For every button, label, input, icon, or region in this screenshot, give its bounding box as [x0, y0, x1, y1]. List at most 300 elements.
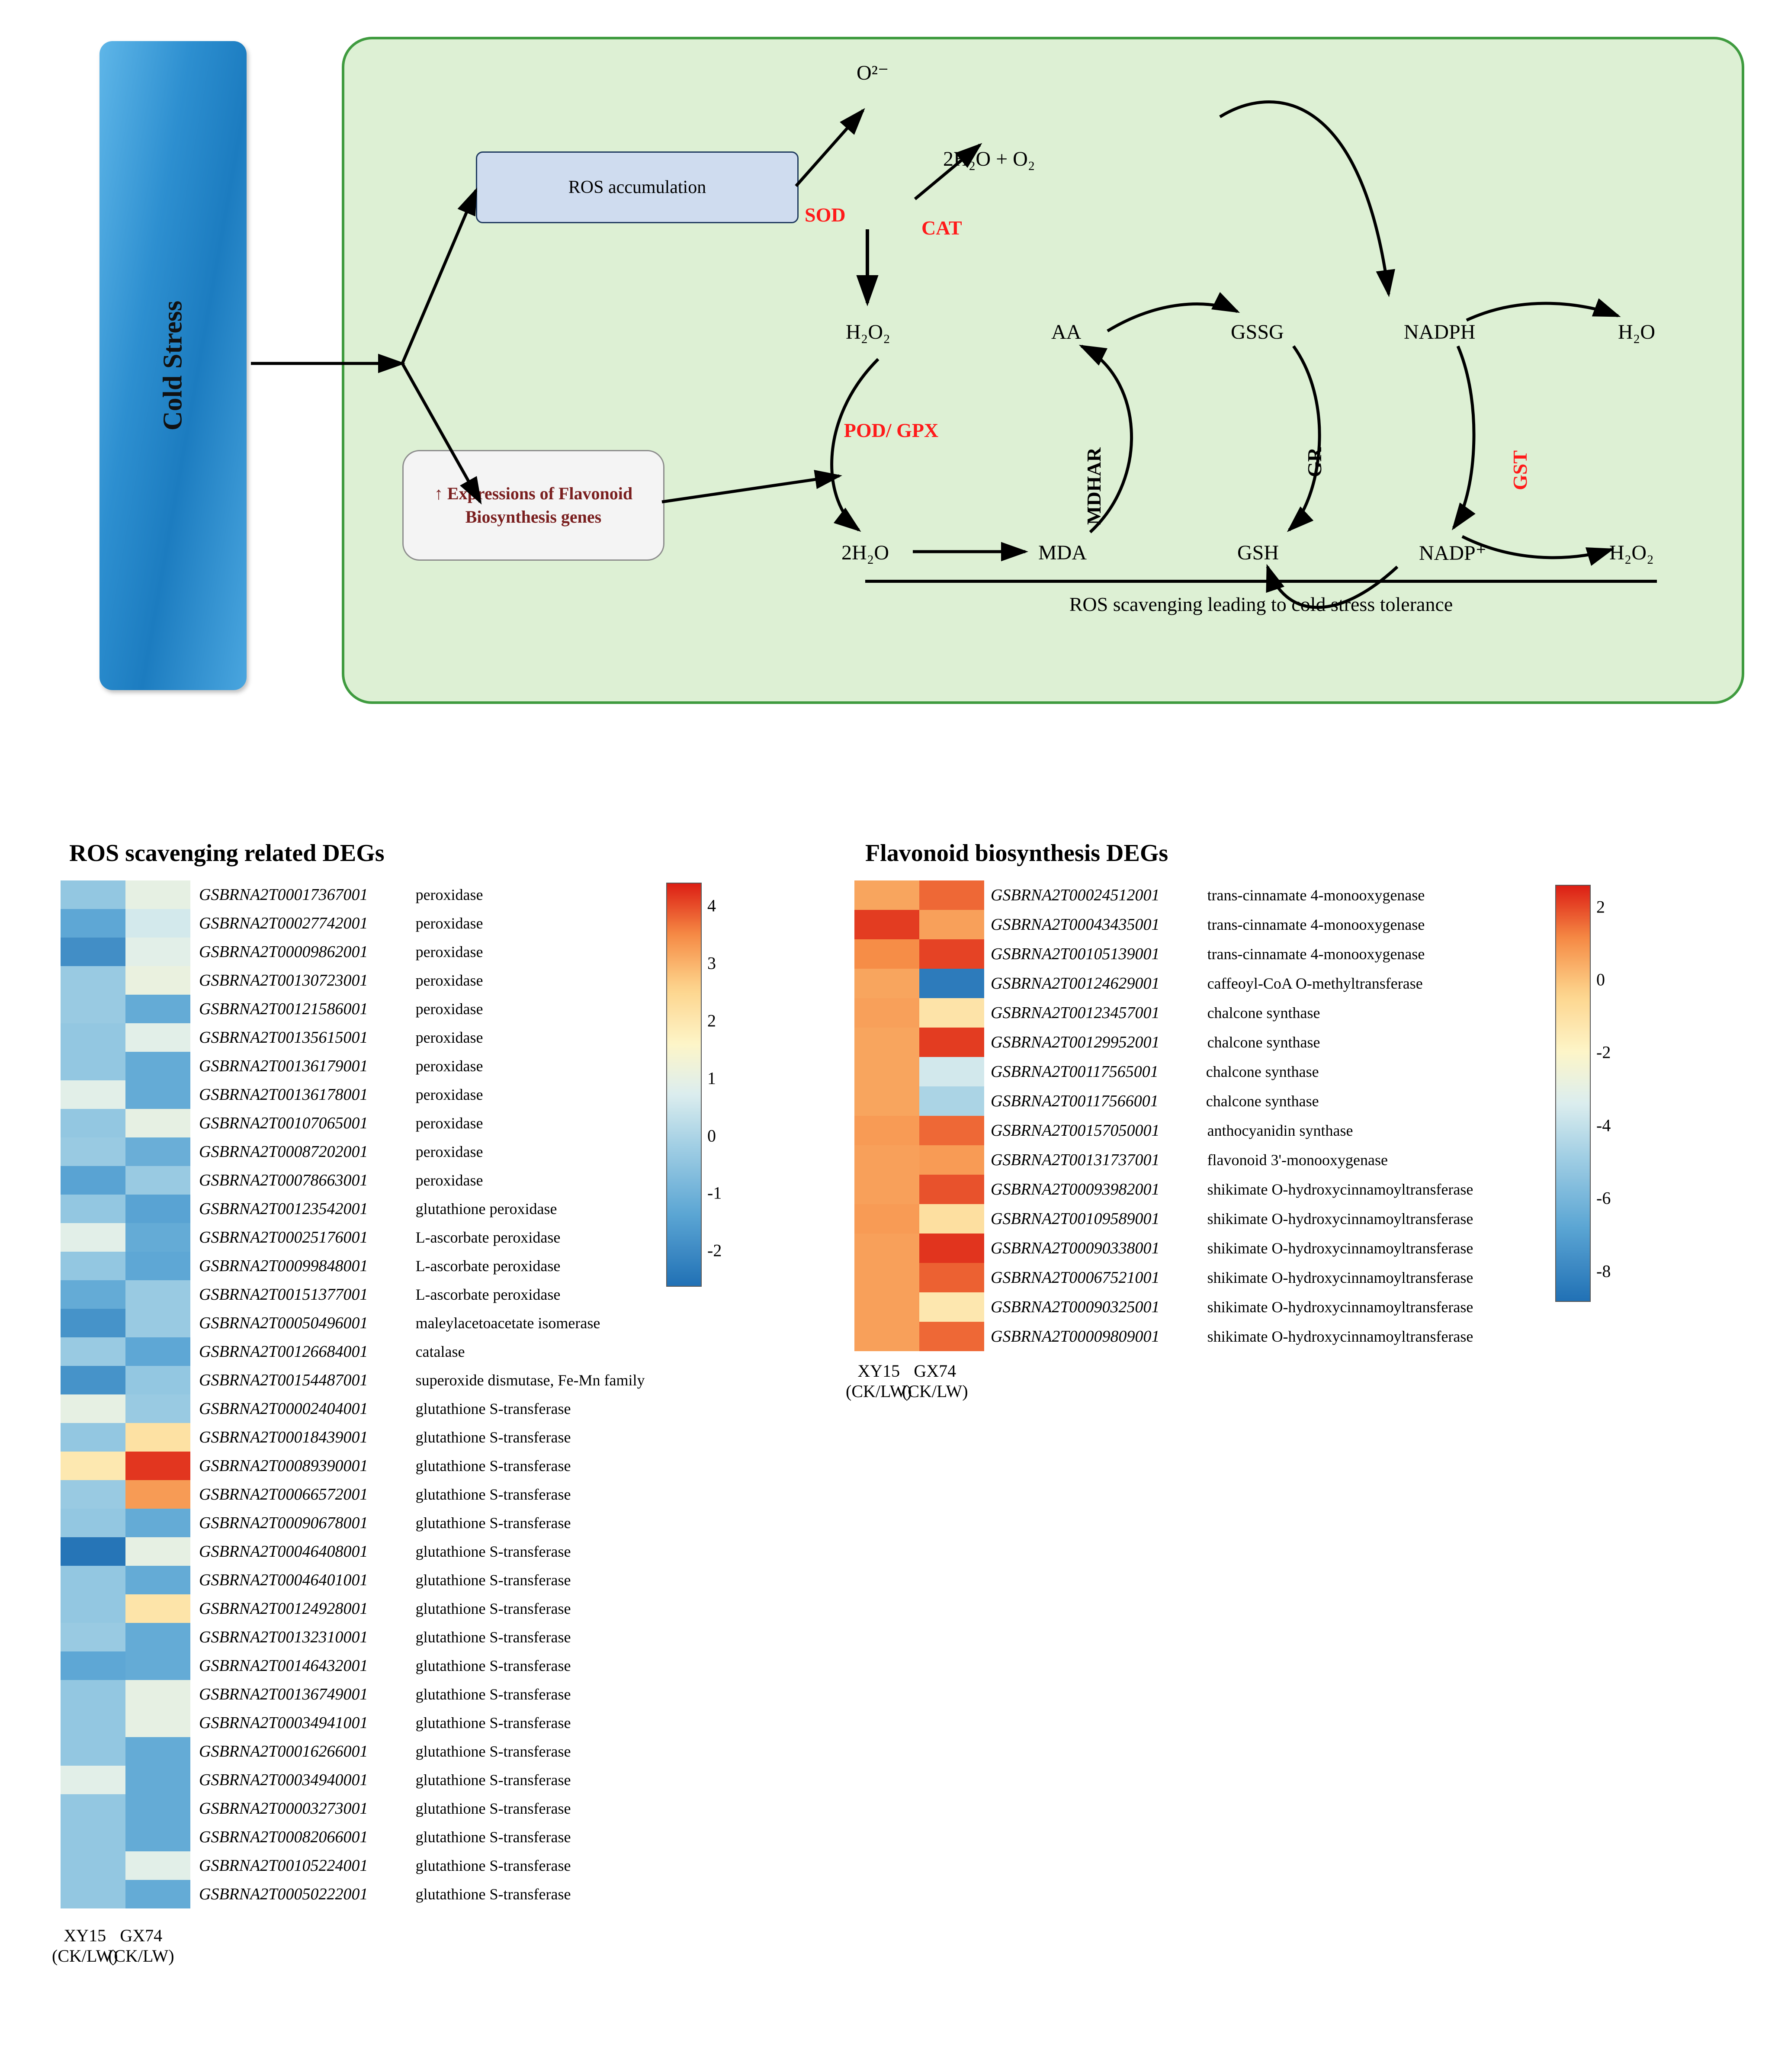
heatmap-row-label	[199, 909, 645, 938]
gene-annotation: glutathione S-transferase	[415, 1429, 571, 1446]
heatmap-cell	[919, 969, 984, 998]
ros-accumulation-box	[476, 151, 799, 223]
heatmap-cell	[919, 1322, 984, 1351]
heatmap-row	[61, 1594, 190, 1623]
right-colorbar	[1555, 885, 1591, 1302]
heatmap-cell	[854, 1292, 919, 1322]
heatmap-cell	[61, 966, 125, 995]
gene-id: GSBRNA2T00002404001	[199, 1400, 368, 1418]
heatmap-row-label	[199, 1137, 645, 1166]
species-mda: MDA	[1038, 541, 1087, 564]
gene-annotation: shikimate O-hydroxycinnamoyltransferase	[1207, 1328, 1473, 1345]
gene-id: GSBRNA2T00121586001	[199, 1000, 368, 1018]
heatmap-cell	[919, 1175, 984, 1204]
heatmap-cell	[61, 1280, 125, 1309]
heatmap-cell	[125, 1280, 190, 1309]
gene-id: GSBRNA2T00130723001	[199, 971, 368, 989]
heatmap-row	[61, 1252, 190, 1280]
cold-stress-bar	[100, 41, 247, 690]
gene-id: GSBRNA2T00050496001	[199, 1314, 368, 1332]
heatmap-cell	[919, 939, 984, 969]
heatmap-row	[61, 1280, 190, 1309]
heatmap-cell	[61, 909, 125, 938]
heatmap-row	[61, 995, 190, 1023]
pathway-diagram	[43, 17, 1752, 701]
gene-annotation: shikimate O-hydroxycinnamoyltransferase	[1207, 1181, 1473, 1198]
heatmap-cell	[61, 1737, 125, 1766]
right-col-xy15-name: XY15	[857, 1361, 900, 1381]
heatmap-cell	[125, 1452, 190, 1480]
heatmap-row-label	[991, 1145, 1473, 1175]
right-heatmap-title: Flavonoid biosynthesis DEGs	[865, 840, 1168, 867]
heatmap-row	[61, 1509, 190, 1537]
gene-annotation: trans-cinnamate 4-monooxygenase	[1207, 945, 1425, 963]
flavonoid-genes-box	[402, 450, 664, 561]
heatmap-row	[61, 1109, 190, 1137]
flavonoid-line1: ↑ Expressions of Flavonoid	[434, 484, 633, 503]
heatmap-row-label	[199, 1594, 645, 1623]
heatmap-cell	[919, 880, 984, 910]
left-col-gx74-sub: (CK/LW)	[108, 1946, 174, 1966]
heatmap-row-label	[991, 1234, 1473, 1263]
heatmap-row	[61, 1023, 190, 1052]
heatmap-cell	[125, 1166, 190, 1195]
enzyme-gr: GR	[1303, 447, 1326, 477]
heatmap-row-label	[199, 1252, 645, 1280]
gene-id: GSBRNA2T00105224001	[199, 1857, 368, 1875]
heatmap-cell	[125, 1309, 190, 1337]
species-aa: AA	[1051, 321, 1082, 344]
heatmap-row-label	[199, 1623, 645, 1651]
species-h2o2-right: H₂O₂	[1609, 541, 1654, 564]
heatmap-row-label	[991, 1322, 1473, 1351]
gene-annotation: glutathione S-transferase	[415, 1600, 571, 1617]
heatmap-cell	[125, 1080, 190, 1109]
gene-annotation: peroxidase	[415, 1000, 483, 1018]
gene-annotation: peroxidase	[415, 1029, 483, 1046]
heatmap-row	[854, 1145, 984, 1175]
heatmap-cell	[125, 1851, 190, 1880]
gene-annotation: peroxidase	[415, 1115, 483, 1132]
colorbar-tick: -2	[707, 1240, 722, 1260]
gene-id: GSBRNA2T00129952001	[991, 1033, 1160, 1051]
heatmap-cell	[125, 1109, 190, 1137]
heatmap-cell	[61, 1394, 125, 1423]
heatmap-row	[61, 1052, 190, 1080]
gene-annotation: peroxidase	[415, 972, 483, 989]
heatmap-cell	[854, 998, 919, 1028]
gene-id: GSBRNA2T00151377001	[199, 1285, 368, 1304]
heatmap-row	[61, 909, 190, 938]
left-heatmap-row-labels	[199, 880, 645, 1908]
gene-annotation: chalcone synthase	[1207, 1004, 1320, 1022]
ros-accumulation-label: ROS accumulation	[568, 177, 706, 197]
heatmap-row	[61, 1566, 190, 1594]
gene-id: GSBRNA2T00132310001	[199, 1628, 368, 1646]
heatmap-cell	[61, 1509, 125, 1537]
heatmap-row-label	[199, 995, 645, 1023]
gene-annotation: glutathione S-transferase	[415, 1657, 571, 1674]
heatmap-row-label	[991, 1292, 1473, 1322]
heatmap-row	[61, 1537, 190, 1566]
heatmap-row-label	[199, 1766, 645, 1794]
right-col-gx74-sub: (CK/LW)	[902, 1381, 968, 1401]
heatmap-row	[61, 1794, 190, 1823]
colorbar-tick: -4	[1596, 1115, 1611, 1135]
heatmap-cell	[125, 1394, 190, 1423]
scavenging-divider	[865, 580, 1657, 583]
heatmap-row	[61, 1680, 190, 1709]
enzyme-gst: GST	[1509, 450, 1531, 490]
heatmap-row	[61, 1337, 190, 1366]
gene-annotation: peroxidase	[415, 1143, 483, 1160]
heatmap-cell	[61, 880, 125, 909]
heatmap-row-label	[199, 1480, 645, 1509]
gene-id: GSBRNA2T00025176001	[199, 1228, 368, 1246]
gene-id: GSBRNA2T00131737001	[991, 1151, 1160, 1169]
heatmap-cell	[854, 1028, 919, 1057]
colorbar-tick: -1	[707, 1183, 722, 1203]
gene-annotation: shikimate O-hydroxycinnamoyltransferase	[1207, 1210, 1473, 1227]
gene-annotation: glutathione S-transferase	[415, 1400, 571, 1417]
heatmap-cell	[919, 1116, 984, 1145]
heatmap-cell	[125, 909, 190, 938]
heatmap-cell	[125, 1794, 190, 1823]
heatmap-cell	[61, 1766, 125, 1794]
heatmap-cell	[61, 1195, 125, 1223]
heatmap-row-label	[199, 1737, 645, 1766]
heatmap-cell	[854, 939, 919, 969]
species-2h2o: 2H₂O	[841, 541, 889, 564]
heatmap-cell	[125, 1709, 190, 1737]
gene-id: GSBRNA2T00154487001	[199, 1371, 368, 1389]
right-heatmap-grid	[854, 880, 984, 1351]
species-h2o2: H₂O₂	[846, 321, 890, 344]
gene-annotation: glutathione S-transferase	[415, 1486, 571, 1503]
gene-id: GSBRNA2T00046408001	[199, 1542, 368, 1561]
heatmap-row	[61, 1309, 190, 1337]
heatmap-cell	[919, 1145, 984, 1175]
heatmap-cell	[61, 1794, 125, 1823]
heatmap-row-label	[199, 1537, 645, 1566]
enzyme-pod-gpx: POD/ GPX	[844, 419, 939, 441]
heatmap-row	[61, 1623, 190, 1651]
right-colorbar-ticks	[1596, 885, 1666, 1300]
heatmap-row-label	[991, 1116, 1473, 1145]
heatmap-row-label	[199, 1023, 645, 1052]
gene-annotation: chalcone synthase	[1206, 1063, 1319, 1080]
gene-id: GSBRNA2T00107065001	[199, 1114, 368, 1132]
heatmap-cell	[125, 1623, 190, 1651]
gene-annotation: glutathione S-transferase	[415, 1857, 571, 1874]
heatmap-cell	[61, 1623, 125, 1651]
gene-annotation: chalcone synthase	[1206, 1092, 1319, 1110]
heatmap-row-label	[199, 1566, 645, 1594]
gene-id: GSBRNA2T00136749001	[199, 1685, 368, 1703]
flavonoid-line2: Biosynthesis genes	[465, 507, 602, 527]
heatmap-row-label	[991, 910, 1473, 939]
heatmap-cell	[125, 1023, 190, 1052]
heatmap-row-label	[199, 1166, 645, 1195]
heatmap-cell	[125, 966, 190, 995]
enzyme-mdhar: MDHAR	[1083, 447, 1105, 525]
gene-annotation: L-ascorbate peroxidase	[415, 1229, 561, 1246]
heatmap-row	[61, 1366, 190, 1394]
colorbar-tick: 0	[1596, 970, 1605, 989]
heatmap-row-label	[199, 1109, 645, 1137]
heatmap-row-label	[199, 1651, 645, 1680]
gene-annotation: trans-cinnamate 4-monooxygenase	[1207, 887, 1425, 904]
heatmap-row	[61, 1452, 190, 1480]
heatmap-row	[61, 1080, 190, 1109]
heatmap-cell	[61, 1880, 125, 1908]
gene-annotation: caffeoyl-CoA O-methyltransferase	[1207, 975, 1423, 992]
heatmap-row	[854, 969, 984, 998]
gene-annotation: L-ascorbate peroxidase	[415, 1257, 561, 1275]
colorbar-tick: 2	[1596, 897, 1605, 917]
heatmap-row	[854, 1322, 984, 1351]
heatmap-row	[854, 1057, 984, 1086]
right-col-gx74-name: GX74	[914, 1361, 956, 1381]
heatmap-row-label	[199, 1309, 645, 1337]
heatmap-cell	[61, 1166, 125, 1195]
species-nadph: NADPH	[1404, 321, 1476, 344]
gene-id: GSBRNA2T00089390001	[199, 1457, 368, 1475]
gene-id: GSBRNA2T00043435001	[991, 916, 1160, 934]
gene-id: GSBRNA2T00027742001	[199, 914, 368, 932]
heatmap-row-label	[199, 1366, 645, 1394]
gene-annotation: L-ascorbate peroxidase	[415, 1286, 561, 1303]
heatmap-row	[61, 938, 190, 966]
cold-stress-label: Cold Stress	[158, 300, 188, 431]
gene-annotation: glutathione S-transferase	[415, 1686, 571, 1703]
gene-id: GSBRNA2T00009809001	[991, 1327, 1160, 1346]
heatmap-cell	[125, 1223, 190, 1252]
heatmap-row	[61, 1137, 190, 1166]
heatmap-cell	[125, 1880, 190, 1908]
species-superoxide: O²⁻	[857, 61, 889, 84]
gene-id: GSBRNA2T00157050001	[991, 1121, 1160, 1140]
heatmap-row	[61, 1766, 190, 1794]
heatmap-cell	[854, 1145, 919, 1175]
gene-annotation: glutathione S-transferase	[415, 1886, 571, 1903]
gene-annotation: glutathione S-transferase	[415, 1800, 571, 1817]
heatmap-row-label	[199, 1080, 645, 1109]
heatmap-row-label	[199, 1195, 645, 1223]
heatmap-cell	[125, 938, 190, 966]
heatmap-cell	[61, 1137, 125, 1166]
heatmap-row	[61, 1423, 190, 1452]
gene-annotation: peroxidase	[415, 886, 483, 903]
heatmap-row-label	[199, 1052, 645, 1080]
heatmap-cell	[854, 1204, 919, 1234]
heatmap-row	[854, 1263, 984, 1292]
colorbar-tick: 4	[707, 896, 716, 916]
gene-annotation: superoxide dismutase, Fe-Mn family	[415, 1372, 645, 1389]
gene-annotation: shikimate O-hydroxycinnamoyltransferase	[1207, 1298, 1473, 1316]
gene-annotation: maleylacetoacetate isomerase	[415, 1314, 600, 1332]
heatmap-row	[61, 880, 190, 909]
heatmap-cell	[125, 1823, 190, 1851]
enzyme-cat: CAT	[921, 217, 962, 239]
colorbar-tick: -6	[1596, 1188, 1611, 1208]
gene-annotation: glutathione peroxidase	[415, 1200, 557, 1218]
gene-id: GSBRNA2T00090325001	[991, 1298, 1160, 1316]
heatmap-cell	[919, 1086, 984, 1116]
heatmap-cell	[854, 969, 919, 998]
heatmap-row-label	[991, 1086, 1473, 1116]
heatmap-cell	[125, 1366, 190, 1394]
heatmap-row	[854, 1116, 984, 1145]
gene-annotation: glutathione S-transferase	[415, 1457, 571, 1474]
left-col-xy15-name: XY15	[64, 1926, 106, 1945]
species-water-oxygen: 2H₂O + O₂	[943, 148, 1035, 170]
gene-annotation: flavonoid 3'-monooxygenase	[1207, 1151, 1388, 1169]
gene-id: GSBRNA2T00109589001	[991, 1210, 1160, 1228]
heatmap-row	[61, 1195, 190, 1223]
heatmap-cell	[61, 1337, 125, 1366]
heatmap-row	[61, 1394, 190, 1423]
heatmap-cell	[61, 938, 125, 966]
heatmap-row-label	[991, 1263, 1473, 1292]
heatmap-cell	[919, 1234, 984, 1263]
heatmap-cell	[125, 1423, 190, 1452]
heatmap-row	[61, 1651, 190, 1680]
gene-id: GSBRNA2T00078663001	[199, 1171, 368, 1189]
left-heatmap-title: ROS scavenging related DEGs	[69, 840, 385, 867]
heatmap-cell	[61, 1651, 125, 1680]
heatmap-row-label	[199, 1794, 645, 1823]
gene-annotation: glutathione S-transferase	[415, 1771, 571, 1789]
heatmap-cell	[919, 910, 984, 939]
heatmap-row	[854, 1175, 984, 1204]
heatmap-cell	[125, 1766, 190, 1794]
gene-annotation: chalcone synthase	[1207, 1034, 1320, 1051]
heatmap-cell	[854, 1175, 919, 1204]
gene-annotation: glutathione S-transferase	[415, 1514, 571, 1532]
gene-annotation: glutathione S-transferase	[415, 1629, 571, 1646]
gene-id: GSBRNA2T00105139001	[991, 945, 1160, 963]
heatmap-cell	[61, 1452, 125, 1480]
gene-annotation: trans-cinnamate 4-monooxygenase	[1207, 916, 1425, 933]
heatmap-cell	[61, 1851, 125, 1880]
heatmap-row-label	[199, 1280, 645, 1309]
heatmap-row	[854, 939, 984, 969]
heatmap-cell	[919, 1204, 984, 1234]
heatmap-cell	[854, 880, 919, 910]
heatmap-cell	[61, 1594, 125, 1623]
heatmap-row-label	[199, 1680, 645, 1709]
heatmap-cell	[125, 995, 190, 1023]
gene-id: GSBRNA2T00009862001	[199, 943, 368, 961]
colorbar-tick: -8	[1596, 1261, 1611, 1281]
gene-id: GSBRNA2T00003273001	[199, 1799, 368, 1818]
heatmap-row-label	[991, 1175, 1473, 1204]
heatmap-row	[61, 1166, 190, 1195]
heatmap-cell	[61, 1566, 125, 1594]
heatmap-row-label	[199, 1880, 645, 1908]
heatmap-row-label	[991, 1204, 1473, 1234]
heatmap-row-label	[199, 1823, 645, 1851]
gene-annotation: glutathione S-transferase	[415, 1571, 571, 1589]
heatmap-row-label	[991, 939, 1473, 969]
gene-annotation: catalase	[415, 1343, 465, 1360]
heatmap-row	[61, 1709, 190, 1737]
heatmap-cell	[125, 1509, 190, 1537]
heatmap-row	[854, 1086, 984, 1116]
heatmap-cell	[854, 910, 919, 939]
heatmap-cell	[125, 1651, 190, 1680]
heatmap-row	[854, 998, 984, 1028]
heatmap-row	[61, 1223, 190, 1252]
species-h2o-right: H₂O	[1618, 321, 1656, 344]
heatmap-cell	[125, 1195, 190, 1223]
gene-id: GSBRNA2T00093982001	[991, 1180, 1160, 1198]
heatmap-row-label	[199, 1709, 645, 1737]
heatmap-cell	[919, 1028, 984, 1057]
heatmap-row	[854, 1234, 984, 1263]
gene-id: GSBRNA2T00099848001	[199, 1257, 368, 1275]
gene-id: GSBRNA2T00136179001	[199, 1057, 368, 1075]
enzyme-sod: SOD	[805, 204, 846, 226]
heatmap-row	[61, 1851, 190, 1880]
heatmap-cell	[61, 1680, 125, 1709]
left-colorbar	[666, 883, 702, 1287]
heatmap-cell	[61, 1537, 125, 1566]
heatmap-cell	[125, 1052, 190, 1080]
gene-id: GSBRNA2T00066572001	[199, 1485, 368, 1503]
gene-annotation: glutathione S-transferase	[415, 1743, 571, 1760]
right-heatmap-row-labels	[991, 880, 1473, 1351]
gene-id: GSBRNA2T00090678001	[199, 1514, 368, 1532]
gene-id: GSBRNA2T00123542001	[199, 1200, 368, 1218]
gene-id: GSBRNA2T00024512001	[991, 886, 1160, 904]
heatmap-cell	[854, 1086, 919, 1116]
heatmap-row	[854, 910, 984, 939]
heatmap-row	[61, 1480, 190, 1509]
heatmap-cell	[125, 1252, 190, 1280]
heatmap-row	[854, 1292, 984, 1322]
heatmap-cell	[125, 1137, 190, 1166]
heatmap-row-label	[199, 1423, 645, 1452]
gene-annotation: peroxidase	[415, 943, 483, 961]
heatmap-row-label	[991, 998, 1473, 1028]
heatmap-cell	[125, 1537, 190, 1566]
scavenging-caption: ROS scavenging leading to cold stress tolerance	[1069, 593, 1453, 615]
species-gsh: GSH	[1237, 541, 1279, 564]
colorbar-tick: 1	[707, 1068, 716, 1088]
heatmap-cell	[61, 1109, 125, 1137]
heatmap-cell	[919, 1057, 984, 1086]
gene-id: GSBRNA2T00017367001	[199, 886, 368, 904]
gene-id: GSBRNA2T00016266001	[199, 1742, 368, 1760]
gene-id: GSBRNA2T00136178001	[199, 1086, 368, 1104]
heatmap-row-label	[199, 938, 645, 966]
gene-id: GSBRNA2T00124928001	[199, 1600, 368, 1618]
heatmap-cell	[125, 1680, 190, 1709]
heatmap-cell	[854, 1057, 919, 1086]
heatmap-row-label	[199, 1851, 645, 1880]
right-col-xy15-sub: (CK/LW)	[846, 1381, 912, 1401]
gene-annotation: anthocyanidin synthase	[1207, 1122, 1353, 1139]
species-gssg: GSSG	[1231, 321, 1284, 344]
heatmap-cell	[919, 1263, 984, 1292]
heatmap-cell	[61, 1823, 125, 1851]
heatmap-row-label	[199, 1337, 645, 1366]
colorbar-tick: -2	[1596, 1042, 1611, 1062]
heatmap-cell	[61, 1309, 125, 1337]
heatmap-row-label	[199, 1223, 645, 1252]
